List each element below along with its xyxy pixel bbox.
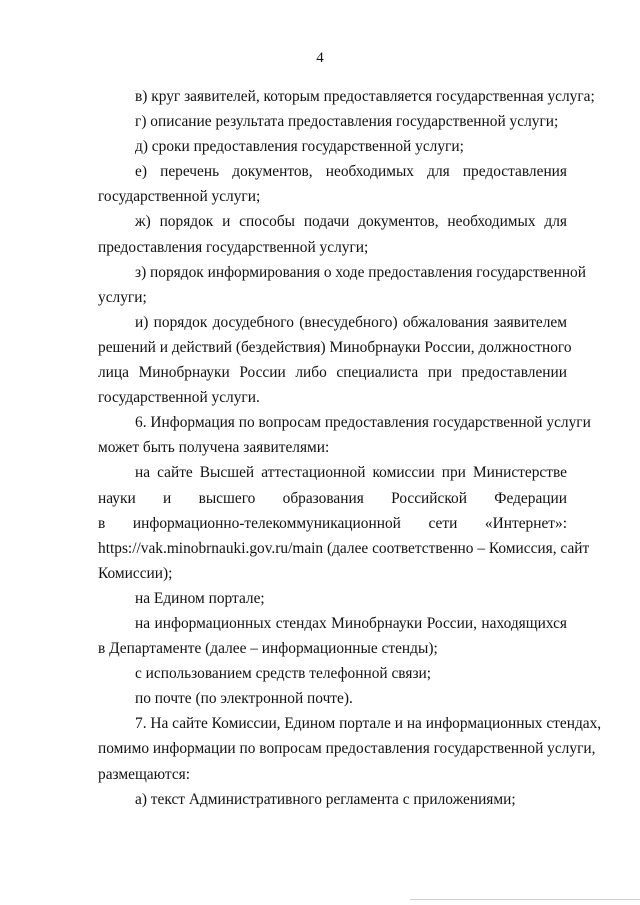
text-line: https://vak.minobrnauki.gov.ru/main (далее соответственно – Комиссия, сайт	[98, 539, 590, 557]
text-line: г) описание результата предоставления государственной услуги;	[135, 113, 559, 131]
text-line: в) круг заявителей, которым предоставляется государственная услуга;	[135, 88, 595, 105]
text-line: и) порядок досудебного (внесудебного) обжалования заявителем	[135, 313, 567, 331]
text-line: 7. На сайте Комиссии, Едином портале и на информационных стендах,	[135, 715, 602, 733]
text-line: в информационно-телекоммуникационной сети «Интернет»:	[98, 514, 567, 532]
text-line: с использованием средств телефонной связи;	[135, 665, 432, 683]
text-line: е) перечень документов, необходимых для предоставления	[135, 163, 567, 181]
scan-edge-line	[410, 899, 640, 900]
text-line: предоставления государственной услуги;	[98, 238, 369, 256]
text-line: по почте (по электронной почте).	[135, 690, 353, 708]
text-line: помимо информации по вопросам предоставления государственной услуги,	[98, 740, 596, 758]
document-body	[98, 84, 602, 812]
text-line: государственной услуги.	[98, 389, 260, 407]
page-number: 4	[316, 50, 324, 66]
text-line: д) сроки предоставления государственной услуги;	[135, 138, 464, 156]
text-line: 6. Информация по вопросам предоставления государственной услуги	[135, 414, 591, 432]
text-line: ж) порядок и способы подачи документов, необходимых для	[135, 213, 567, 231]
text-line: размещаются:	[98, 765, 191, 783]
text-line: услуги;	[98, 288, 147, 306]
text-line: может быть получена заявителями:	[98, 439, 330, 457]
text-line: Комиссии);	[98, 564, 173, 582]
text-line: на Едином портале;	[135, 589, 265, 607]
text-line: в Департаменте (далее – информационные стенды);	[98, 640, 438, 658]
text-line: на сайте Высшей аттестационной комиссии при Министерстве	[135, 464, 567, 482]
text-line: решений и действий (бездействия) Минобрнауки России, должностного	[98, 338, 572, 356]
text-line: а) текст Административного регламента с приложениями;	[135, 790, 516, 808]
text-line: науки и высшего образования Российской Федерации	[98, 489, 567, 507]
text-line: государственной услуги;	[98, 188, 261, 206]
text-line: лица Минобрнауки России либо специалиста при предоставлении	[98, 364, 567, 382]
text-line: на информационных стендах Минобрнауки России, находящихся	[135, 614, 567, 632]
text-line: з) порядок информирования о ходе предоставления государственной	[135, 263, 586, 281]
